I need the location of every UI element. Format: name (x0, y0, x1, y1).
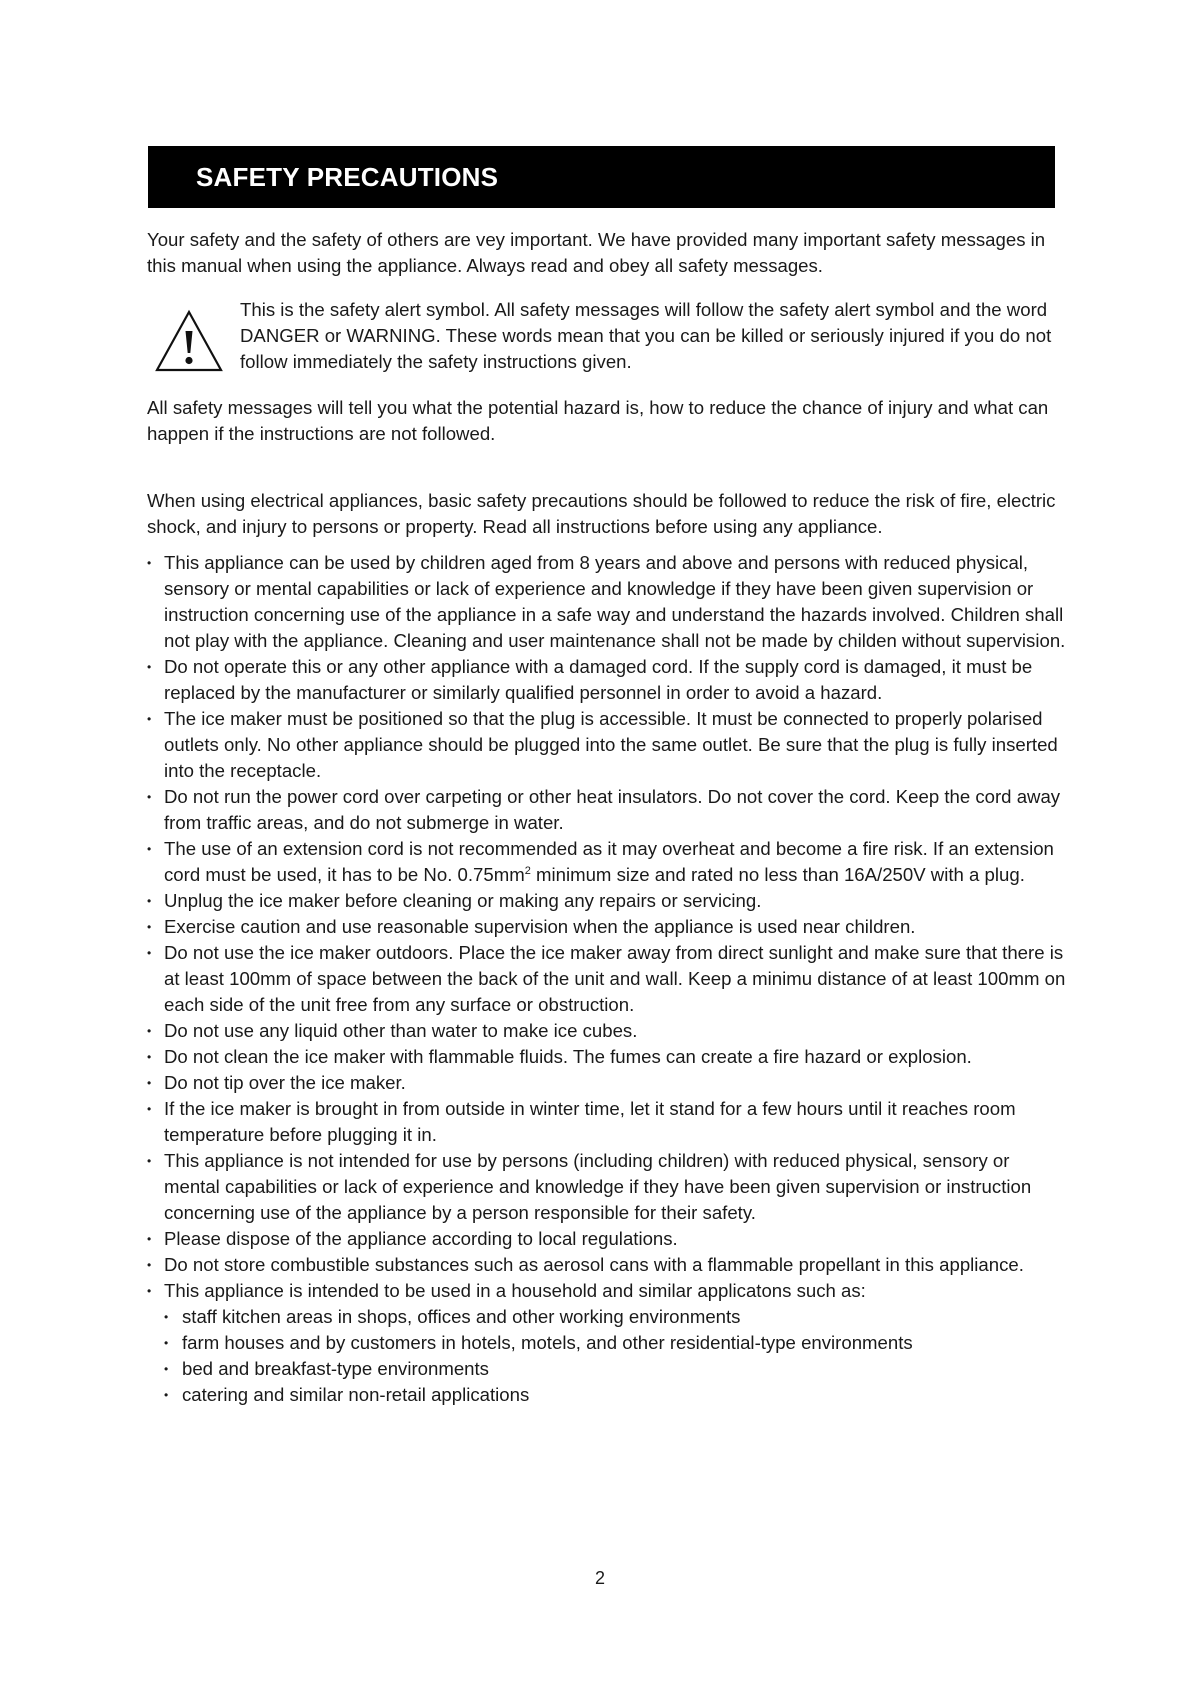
section-title-bar (148, 146, 1055, 208)
list-item: • The ice maker must be positioned so that the plug is accessible. It must be connected to properly polarised outlets only. No other appliance should be plugged into the same outlet. Be sure that the plug is fully inserted into the receptacle. (147, 706, 1067, 784)
general-precautions-paragraph (147, 488, 1062, 540)
list-item: • Do not use the ice maker outdoors. Place the ice maker away from direct sunlight and make sure that there is at least 100mm of space between the back of the unit and wall. Keep a minimu distance of at least 100mm on each side of the unit free from any surface or obstruction. (147, 940, 1067, 1018)
list-item: • Do not tip over the ice maker. (147, 1070, 1067, 1096)
intro-text: Your safety and the safety of others are vey important. We have provided many important safety messages in this manual when using the appliance. Always read and obey all safety messages. (147, 229, 1046, 276)
list-item: • Unplug the ice maker before cleaning or making any repairs or servicing. (147, 888, 1067, 914)
sub-list-item: • bed and breakfast-type environments (164, 1356, 1067, 1382)
safety-bullet-list (147, 550, 1067, 1408)
list-item: • This appliance is not intended for use by persons (including children) with reduced physical, sensory or mental capabilities or lack of experience and knowledge if they have been given supervision or instruction concerning use of the appliance by a person responsible for their safety. (147, 1148, 1067, 1226)
household-use-sublist (164, 1304, 1067, 1408)
list-item: • Do not use any liquid other than water to make ice cubes. (147, 1018, 1067, 1044)
page-number: 2 (594, 1568, 605, 1588)
consequences-text: All safety messages will tell you what the potential hazard is, how to reduce the chance of injury and what can happen if the instructions are not followed. (147, 397, 1049, 444)
list-item: • Please dispose of the appliance according to local regulations. (147, 1226, 1067, 1252)
list-item: • This appliance can be used by children aged from 8 years and above and persons with reduced physical, sensory or mental capabilities or lack of experience and knowledge if they have been given supervision or instruction concerning use of the appliance in a safe way and understand the hazards involved. Children shall not play with the appliance. Cleaning and user maintenance shall not be made by childen without supervision. (147, 550, 1067, 654)
safety-alert-block (148, 297, 1063, 379)
warning-triangle-icon (154, 309, 224, 373)
superscript: 2 (524, 864, 531, 877)
sub-list-item: • catering and similar non-retail applications (164, 1382, 1067, 1408)
general-precautions-text: When using electrical appliances, basic safety precautions should be followed to reduce the risk of fire, electric shock, and injury to persons or property. Read all instructions before using any appliance. (147, 490, 1056, 537)
sub-list-item: • farm houses and by customers in hotels, motels, and other residential-type environments (164, 1330, 1067, 1356)
extension-cord-text: The use of an extension cord is not recommended as it may overheat and become a fire risk. If an extension cord must be used, it has to be No. 0.75mm (164, 838, 1054, 885)
list-item (147, 1278, 1067, 1408)
household-use-text: This appliance is intended to be used in a household and similar applicatons such as: (164, 1280, 866, 1301)
list-item (147, 836, 1067, 888)
list-item: • Do not run the power cord over carpeting or other heat insulators. Do not cover the cord. Keep the cord away from traffic areas, and do not submerge in water. (147, 784, 1067, 836)
list-item: • If the ice maker is brought in from outside in winter time, let it stand for a few hours until it reaches room temperature before plugging it in. (147, 1096, 1067, 1148)
list-item: • Exercise caution and use reasonable supervision when the appliance is used near children. (147, 914, 1067, 940)
page-title: SAFETY PRECAUTIONS (196, 162, 499, 192)
list-item: • Do not store combustible substances such as aerosol cans with a flammable propellant in this appliance. (147, 1252, 1067, 1278)
list-item: • Do not operate this or any other appliance with a damaged cord. If the supply cord is damaged, it must be replaced by the manufacturer or similarly qualified personnel in order to avoid a hazard. (147, 654, 1067, 706)
extension-cord-text-cont: minimum size and rated no less than 16A/250V with a plug. (530, 864, 1025, 885)
list-item: • Do not clean the ice maker with flammable fluids. The fumes can create a fire hazard or explosion. (147, 1044, 1067, 1070)
intro-paragraph (147, 227, 1062, 279)
safety-alert-text: This is the safety alert symbol. All safety messages will follow the safety alert symbol and the word DANGER or WARNING. These words mean that you can be killed or seriously injured if you do not follow immediately the safety instructions given. (240, 299, 1052, 372)
sub-list-item: • staff kitchen areas in shops, offices and other working environments (164, 1304, 1067, 1330)
consequences-paragraph (147, 395, 1062, 447)
